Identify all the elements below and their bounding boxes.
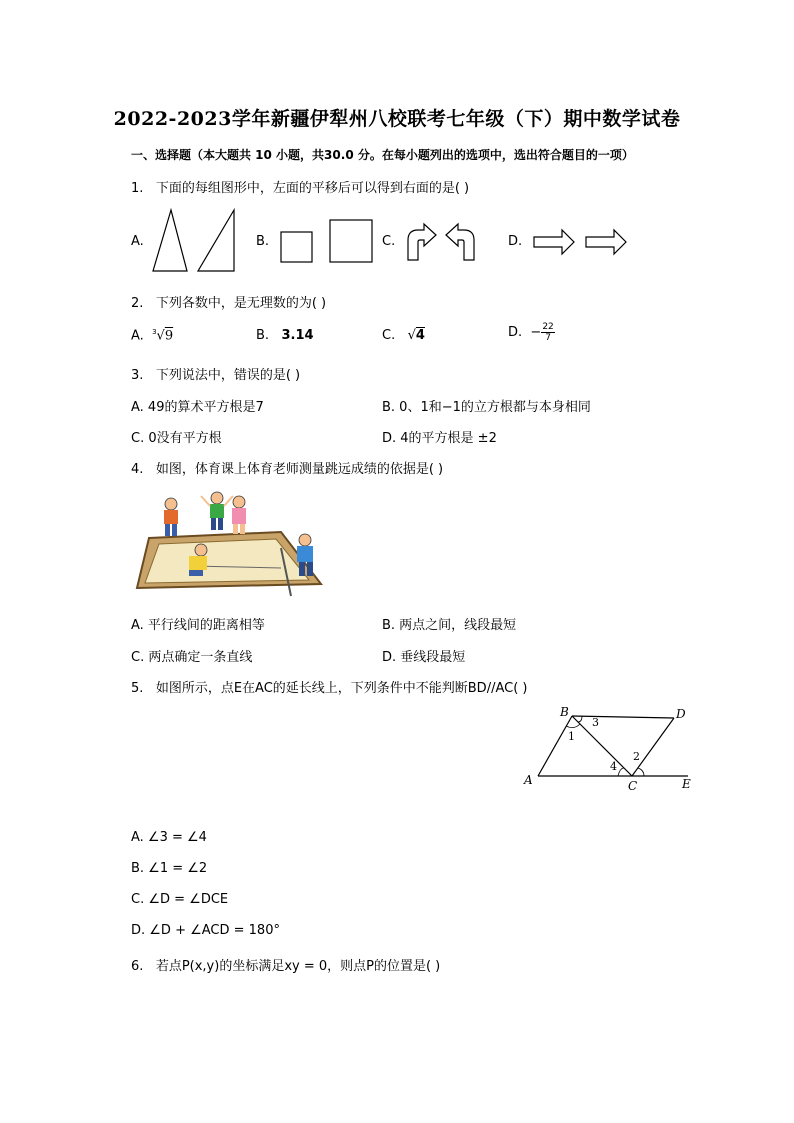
question-5 <box>131 677 527 696</box>
point-d-label: D <box>676 707 686 721</box>
question-1 <box>131 177 469 196</box>
option-label: C. <box>382 328 396 343</box>
question-3 <box>131 364 300 383</box>
angle-2-label: 2 <box>633 750 640 763</box>
option-d-label[interactable]: D. <box>508 234 523 249</box>
question-text: 下列各数中，是无理数的为( ) <box>155 296 327 311</box>
question-text: 如图所示，点E在AC的延长线上，下列条件中不能判断BD//AC( ) <box>155 681 528 696</box>
page-title: 2022-2023学年新疆伊犁州八校联考七年级（下）期中数学试卷 <box>113 108 681 130</box>
option-b[interactable]: B. ∠1 = ∠2 <box>131 861 208 876</box>
root-index: 3 <box>152 328 157 336</box>
option-a[interactable]: A. ∠3 = ∠4 <box>131 830 207 845</box>
option-b[interactable]: B. 两点之间，线段最短 <box>382 618 517 633</box>
geometry-figure <box>520 704 700 796</box>
option-b-squares-figure <box>280 218 375 264</box>
option-a[interactable]: A. 平行线间的距离相等 <box>131 618 265 633</box>
option-c-curved-arrows-figure <box>404 222 480 262</box>
option-b[interactable]: B. 0、1和−1的立方根都与本身相同 <box>382 400 591 415</box>
numerator: 22 <box>542 322 554 332</box>
radicand: 9 <box>164 328 174 344</box>
angle-1-label: 1 <box>568 730 575 743</box>
angle-4-label: 4 <box>610 760 617 773</box>
option-c[interactable]: C. 两点确定一条直线 <box>131 650 253 665</box>
question-text: 下列说法中，错误的是( ) <box>155 368 301 383</box>
option-b-label[interactable]: B. <box>256 234 270 249</box>
minus-sign: − <box>530 325 542 340</box>
point-a-label: A <box>524 773 533 787</box>
question-number: 4. <box>131 462 144 477</box>
denominator: 7 <box>545 333 551 343</box>
point-c-label: C <box>628 779 638 793</box>
option-d[interactable]: D. 垂线段最短 <box>382 650 466 665</box>
radical-sign: √ <box>407 328 416 343</box>
question-4 <box>131 458 443 477</box>
question-6 <box>131 955 440 974</box>
option-c[interactable] <box>382 328 425 343</box>
option-d-arrows-figure <box>532 228 632 258</box>
option-c[interactable]: C. ∠D = ∠DCE <box>131 892 229 907</box>
long-jump-illustration <box>131 488 331 596</box>
point-e-label: E <box>682 777 691 791</box>
option-label: A. <box>131 328 144 344</box>
option-label: B. <box>256 328 270 343</box>
radicand: 4 <box>415 328 425 343</box>
question-number: 3. <box>131 368 144 383</box>
question-text: 如图，体育课上体育老师测量跳远成绩的依据是( ) <box>155 462 444 477</box>
option-c[interactable]: C. 0没有平方根 <box>131 431 222 446</box>
question-number: 5. <box>131 681 144 696</box>
question-number: 2. <box>131 296 144 311</box>
angle-3-label: 3 <box>592 716 599 729</box>
option-value: 3.14 <box>281 328 314 343</box>
option-a-triangles-figure <box>150 208 240 274</box>
fraction <box>541 322 554 343</box>
option-b[interactable] <box>256 328 314 343</box>
option-c-label[interactable]: C. <box>382 234 396 249</box>
option-d[interactable] <box>508 322 555 343</box>
option-a[interactable]: A. 49的算术平方根是7 <box>131 400 264 415</box>
point-b-label: B <box>560 705 569 719</box>
question-text: 下面的每组图形中，左面的平移后可以得到右面的是( ) <box>155 181 470 196</box>
question-number: 6. <box>131 959 144 974</box>
section-heading: 一、选择题（本大题共 10 小题，共30.0 分。在每小题列出的选项中，选出符合题目的一项） <box>131 148 634 162</box>
option-a[interactable] <box>131 328 173 343</box>
radical-sign: √ <box>156 328 165 344</box>
option-d[interactable]: D. 4的平方根是 ±2 <box>382 431 497 446</box>
option-a-label[interactable]: A. <box>131 234 144 249</box>
question-2 <box>131 292 326 311</box>
option-d[interactable]: D. ∠D + ∠ACD = 180° <box>131 923 280 938</box>
question-text: 若点P(x,y)的坐标满足xy = 0，则点P的位置是( ) <box>155 959 441 974</box>
question-number: 1. <box>131 181 144 196</box>
option-label: D. <box>508 325 523 340</box>
